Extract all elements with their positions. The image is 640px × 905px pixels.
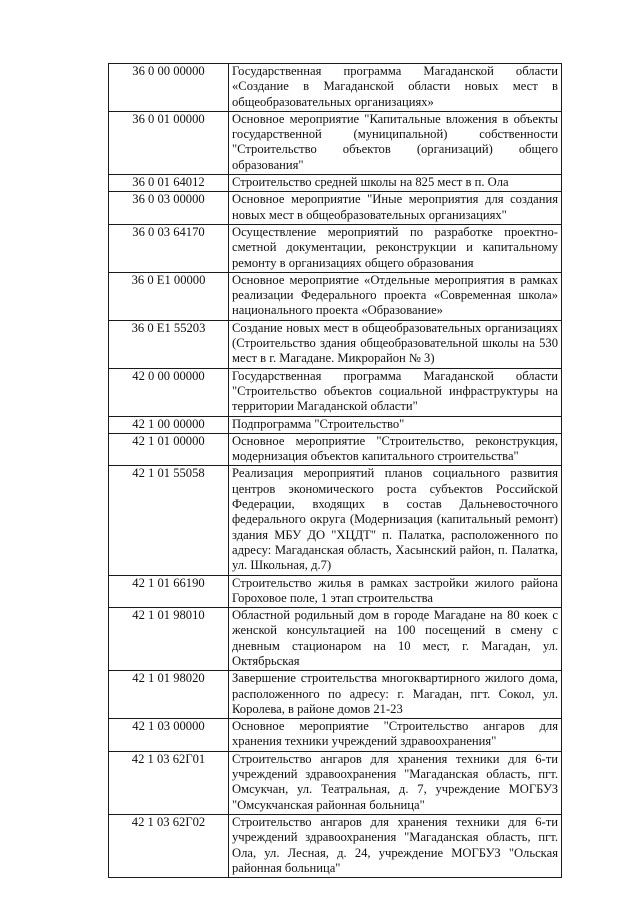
table-row	[109, 272, 562, 320]
budget-item-description: Строительство средней школы на 825 мест в п. Ола	[229, 175, 562, 192]
table-row	[109, 751, 562, 814]
budget-item-description: Основное мероприятие "Иные мероприятия для создания новых мест в общеобразовательных организациях"	[229, 192, 562, 225]
table-row	[109, 416, 562, 433]
budget-item-description: Строительство ангаров для хранения техники для 6-ти учреждений здравоохранения "Магаданская область, пгт. Ола, ул. Лесная, д. 24, учреждение МОГБУЗ "Ольская районная больница"	[229, 814, 562, 877]
budget-item-description: Основное мероприятие "Строительство, реконструкция, модернизация объектов капитального строительства"	[229, 433, 562, 466]
table-row	[109, 175, 562, 192]
table-row	[109, 671, 562, 719]
table-row	[109, 111, 562, 174]
table-row	[109, 719, 562, 752]
table-row	[109, 814, 562, 877]
budget-code: 42 0 00 00000	[109, 368, 229, 416]
budget-code: 42 1 03 62Г02	[109, 814, 229, 877]
budget-item-description: Строительство ангаров для хранения техники для 6-ти учреждений здравоохранения "Магаданская область, пгт. Омсукчан, ул. Театральная, д. 7, учреждение МОГБУЗ "Омсукчанская районная больница"	[229, 751, 562, 814]
table-row	[109, 433, 562, 466]
table-row	[109, 608, 562, 671]
budget-code: 36 0 01 64012	[109, 175, 229, 192]
budget-item-description: Государственная программа Магаданской области «Создание в Магаданской области новых мест в общеобразовательных организациях»	[229, 64, 562, 112]
table-row	[109, 224, 562, 272]
budget-code: 36 0 E1 55203	[109, 320, 229, 368]
budget-code: 42 1 01 66190	[109, 575, 229, 608]
table-row	[109, 64, 562, 112]
budget-item-description: Строительство жилья в рамках застройки жилого района Гороховое поле, 1 этап строительства	[229, 575, 562, 608]
budget-item-description: Областной родильный дом в городе Магадане на 80 коек с женской консультацией на 100 посещений в смену с дневным стационаром на 10 мест, г. Магадан, ул. Октябрьская	[229, 608, 562, 671]
budget-item-description: Основное мероприятие "Строительство ангаров для хранения техники учреждений здравоохранения"	[229, 719, 562, 752]
table-row	[109, 575, 562, 608]
table-row	[109, 192, 562, 225]
budget-item-description: Подпрограмма "Строительство"	[229, 416, 562, 433]
budget-item-description: Реализация мероприятий планов социального развития центров экономического роста субъектов Российской Федерации, входящих в состав Дальневосточного федерального округа (Модернизация (капитальный ремонт) здания МБУ ДО "ХЦДТ" п. Палатка, расположенного по адресу: Магаданская область, Хасынский район, п. Палатка, ул. Школьная, д.7)	[229, 466, 562, 575]
budget-item-description: Основное мероприятие «Отдельные мероприятия в рамках реализации Федерального проекта «Современная школа» национального проекта «Образование»	[229, 272, 562, 320]
budget-code: 42 1 01 98010	[109, 608, 229, 671]
budget-code: 42 1 01 98020	[109, 671, 229, 719]
budget-code: 42 1 00 00000	[109, 416, 229, 433]
table-row	[109, 320, 562, 368]
budget-code: 36 0 E1 00000	[109, 272, 229, 320]
budget-code: 36 0 00 00000	[109, 64, 229, 112]
budget-code: 42 1 03 62Г01	[109, 751, 229, 814]
budget-item-description: Завершение строительства многоквартирного жилого дома, расположенного по адресу: г. Магадан, пгт. Сокол, ул. Королева, в районе домов 21-23	[229, 671, 562, 719]
budget-code: 42 1 01 55058	[109, 466, 229, 575]
budget-code: 42 1 01 00000	[109, 433, 229, 466]
table-row	[109, 368, 562, 416]
budget-item-description: Государственная программа Магаданской области "Строительство объектов социальной инфраструктуры на территории Магаданской области"	[229, 368, 562, 416]
budget-code: 36 0 01 00000	[109, 111, 229, 174]
budget-code: 36 0 03 64170	[109, 224, 229, 272]
budget-item-description: Создание новых мест в общеобразовательных организациях (Строительство здания общеобразовательной школы на 530 мест в г. Магадане. Микрорайон № 3)	[229, 320, 562, 368]
budget-item-description: Основное мероприятие "Капитальные вложения в объекты государственной (муниципальной) собственности "Строительство объектов (организаций) общего образования"	[229, 111, 562, 174]
budget-item-description: Осуществление мероприятий по разработке проектно-сметной документации, реконструкции и капитальному ремонту в организациях общего образования	[229, 224, 562, 272]
budget-code: 42 1 03 00000	[109, 719, 229, 752]
budget-classification-table	[108, 63, 562, 878]
budget-code: 36 0 03 00000	[109, 192, 229, 225]
table-row	[109, 466, 562, 575]
